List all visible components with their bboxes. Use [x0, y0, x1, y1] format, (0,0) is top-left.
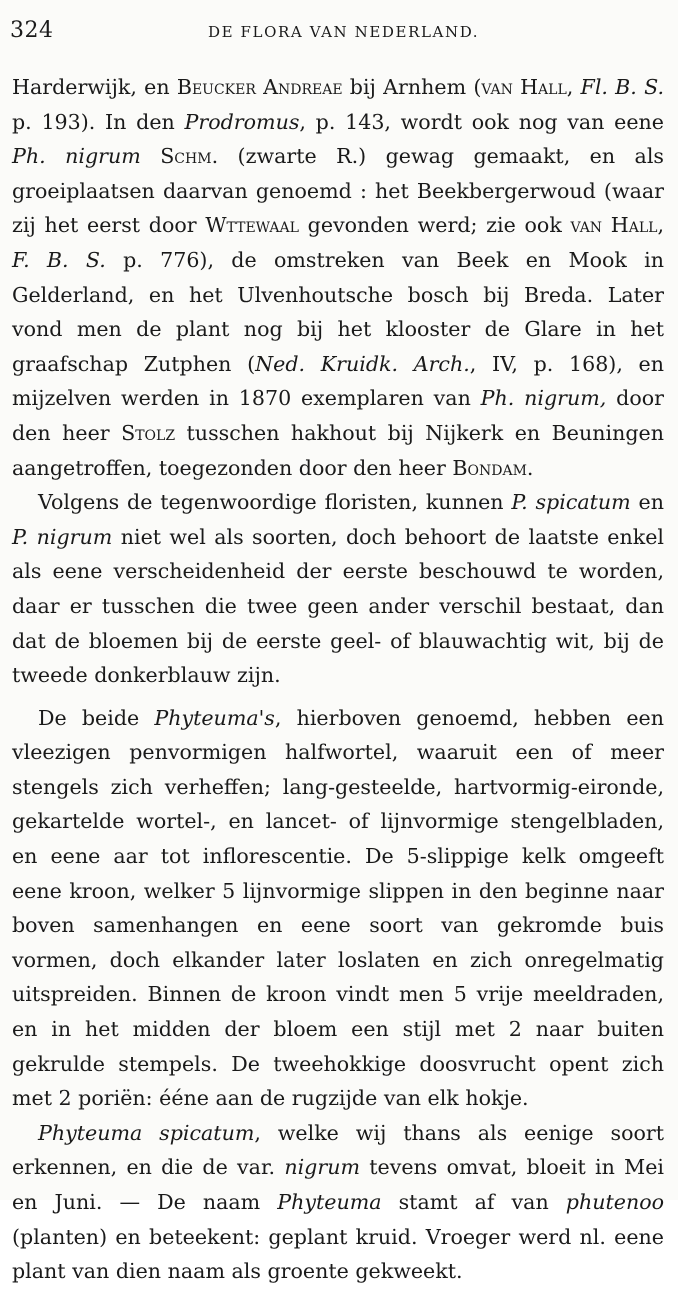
- text-span: door den heer: [12, 386, 664, 445]
- paragraph-2: [12, 485, 664, 693]
- text-span: , p. 143, wordt ook nog van eene: [299, 109, 664, 134]
- paragraph-1: [12, 70, 664, 485]
- variety-name: nigrum: [284, 1155, 360, 1180]
- paragraph-4: [12, 1116, 664, 1289]
- species-name: P. spicatum: [511, 490, 631, 515]
- text-span: .: [526, 455, 534, 480]
- text-span: De beide: [38, 705, 155, 730]
- text-span: ,: [657, 213, 664, 238]
- text-span: stamt af van: [381, 1190, 566, 1214]
- text-span: gevonden werd; zie ook: [298, 213, 571, 238]
- text-span: p. 193). In den: [12, 109, 185, 134]
- paragraph-3: [12, 701, 664, 1116]
- text-span: niet wel als soorten, doch behoort de laatste enkel als eene verscheidenheid der eerste beschouwd te worden, daar er tusschen die twee geen ander verschil bestaat, dan dat de bloemen bij de eerste geel- of blauwachtig wit, bij de tweede donkerblauw zijn.: [12, 524, 664, 688]
- species-name: P. nigrum: [12, 524, 113, 549]
- species-name: Ph. nigrum,: [480, 386, 607, 411]
- species-name: Ph. nigrum: [12, 144, 141, 169]
- text-span: , IV, p. 168), en mijzelven werden in 1870 exemplaren van: [12, 351, 664, 411]
- citation-title: F. B. S.: [12, 247, 106, 272]
- person-name: Wttewaal: [205, 213, 299, 238]
- citation-title: Ned. Kruidk. Arch.: [255, 351, 470, 376]
- text-span: tusschen hakhout bij Nijkerk en Beuningen aangetroffen, toegezonden door den heer: [12, 420, 664, 480]
- text-span: , welke wij thans als eenige soort erkennen, en die de var.: [12, 1120, 664, 1180]
- page-header: [10, 14, 670, 44]
- text-span: (zwarte R.) gewag gemaakt, en als groeiplaatsen daarvan genoemd : het Beekbergerwoud (waar zij het eerst door: [12, 144, 664, 238]
- person-name: Beucker Andreae: [176, 75, 343, 99]
- text-span: [141, 144, 160, 168]
- text-span: Volgens de tegenwoordige floristen, kunnen: [38, 490, 512, 515]
- text-span: en: [630, 490, 664, 515]
- page-number: 324: [10, 18, 54, 43]
- text-span: , hierboven genoemd, hebben een vleezigen penvormigen halfwortel, waaruit een of meer stengels zich verheffen; lang-gesteelde, hartvormig-eironde, gekartelde wortel-, en lancet- of lijnvormige stengelbladen, en eene aar tot inflorescentie. De 5-slippige kelk omgeeft eene kroon, welker 5 lijnvormige slippen in den beginne naar boven samenhangen en eene soort van gekromde buis vormen, doch elkander later loslaten en zich onregelmatig uitspreiden. Binnen de kroon vindt men 5 vrije meeldraden, en in het midden der bloem een stijl met 2 naar buiten gekrulde stempels. De tweehokkige doosvrucht opent zich met 2 poriën: ééne aan de rugzijde van elk hokje.: [12, 705, 664, 1111]
- citation-title: Prodromus: [184, 109, 300, 134]
- genus-name: Phyteuma: [277, 1190, 382, 1214]
- etymology-word: phutenoo: [565, 1190, 664, 1214]
- person-name: van Hall: [570, 213, 658, 238]
- species-name: Phyteuma spicatum: [38, 1120, 255, 1145]
- person-name: van Hall: [481, 75, 567, 99]
- text-span: tevens omvat, bloeit in Mei en Juni. — De naam: [12, 1155, 664, 1214]
- author-abbrev: Schm.: [160, 144, 219, 169]
- text-span: bij Arnhem (: [342, 75, 482, 99]
- person-name: Bondam: [452, 455, 527, 480]
- body-text: [12, 70, 664, 1289]
- text-span: Harderwijk, en: [12, 75, 177, 99]
- text-span: p. 776), de omstreken van Beek en Mook in Gelderland, en het Ulvenhoutsche bosch bij Breda. Later vond men de plant nog bij het klooster de Glare in het graafschap Zutphen (: [12, 247, 664, 376]
- text-span: (planten) en beteekent: geplant kruid. Vroeger werd nl. eene plant van dien naam als groente gekweekt.: [12, 1224, 664, 1284]
- citation-title: Fl. B. S.: [580, 75, 664, 99]
- text-span: ,: [566, 75, 581, 99]
- genus-name: Phyteuma's: [154, 705, 275, 730]
- running-title: DE FLORA VAN NEDERLAND.: [208, 23, 480, 41]
- person-name: Stolz: [121, 420, 176, 445]
